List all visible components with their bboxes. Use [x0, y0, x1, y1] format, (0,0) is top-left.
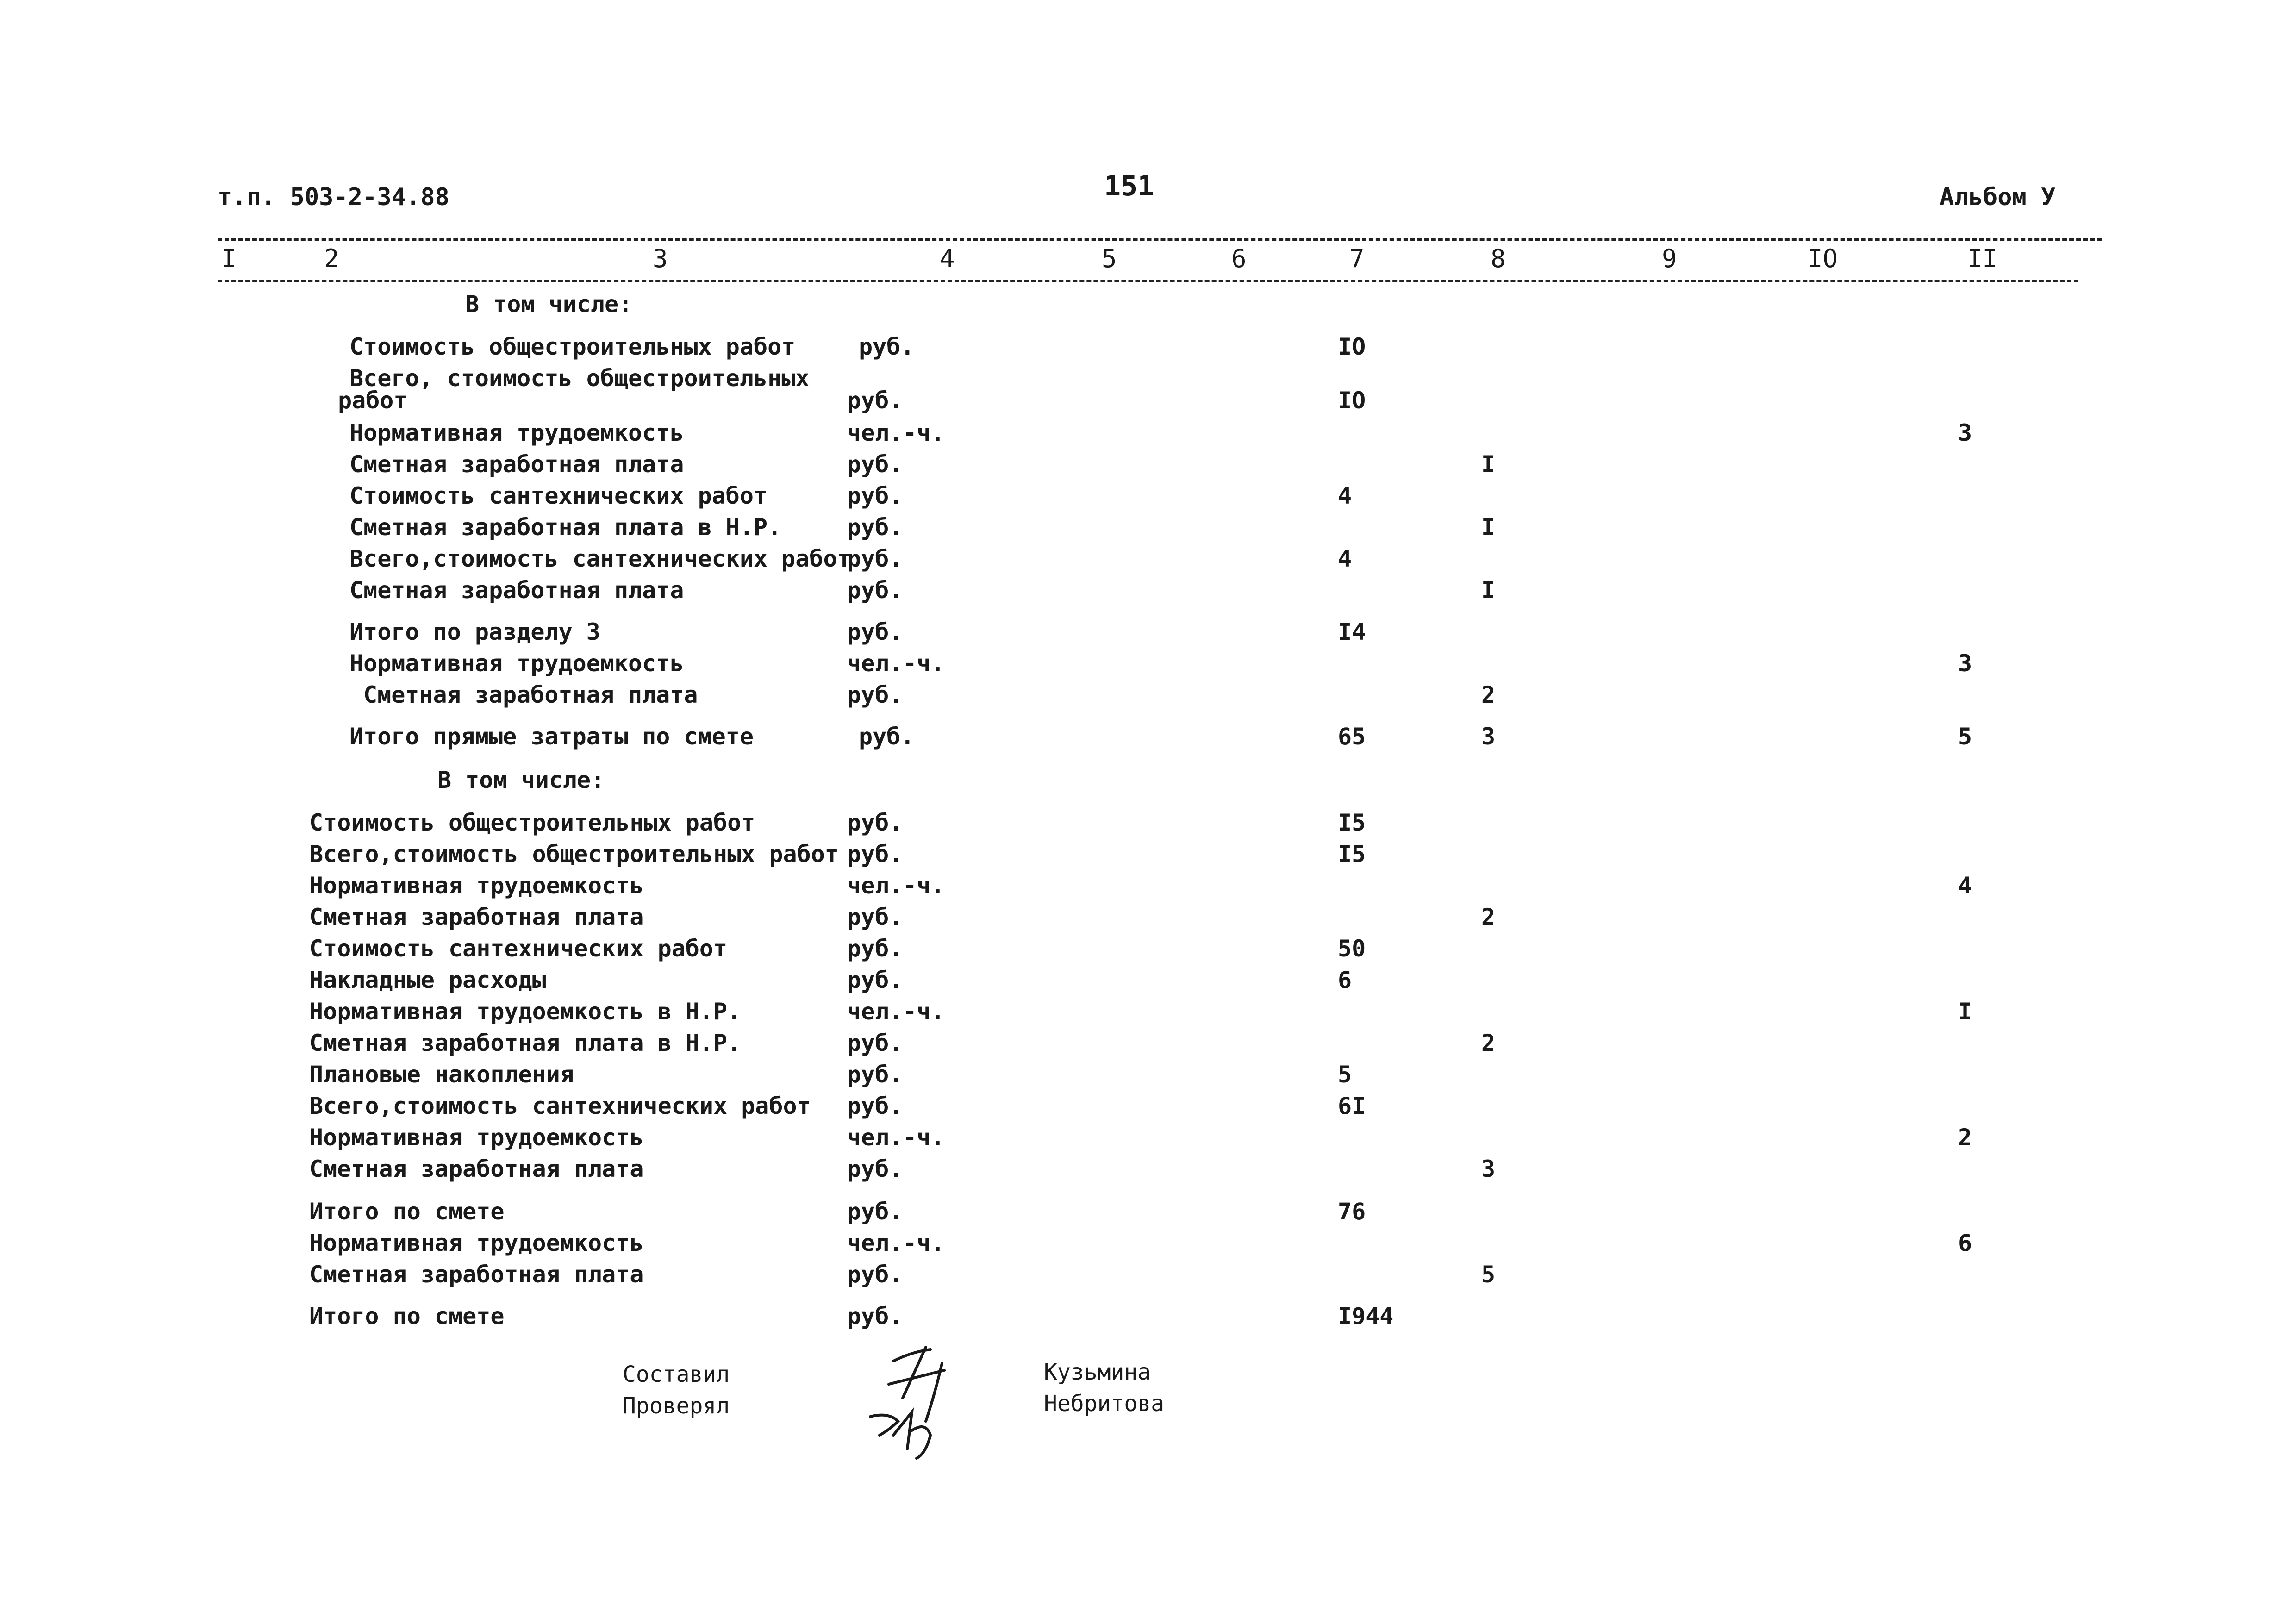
row-col7: 6	[1338, 967, 1352, 993]
column-number: 5	[1102, 244, 1117, 273]
row-name: Итого по разделу 3	[349, 618, 600, 645]
column-number: 7	[1349, 244, 1365, 273]
row-col8: I	[1481, 514, 1496, 541]
row-col8: 3	[1481, 1156, 1496, 1182]
row-name: Итого по смете	[309, 1198, 505, 1225]
compiled-by-name: Кузьмина	[1044, 1359, 1151, 1385]
table-row	[0, 453, 2296, 481]
row-unit: чел.-ч.	[847, 998, 945, 1025]
row-col7: IO	[1338, 333, 1366, 360]
row-unit: руб.	[847, 482, 903, 509]
row-unit: руб.	[859, 333, 915, 360]
column-number: 9	[1662, 244, 1677, 273]
row-unit: чел.-ч.	[847, 419, 945, 446]
row-unit: руб.	[847, 681, 903, 708]
row-col7: I944	[1338, 1303, 1394, 1330]
row-col11: 3	[1958, 419, 1972, 446]
row-unit: руб.	[847, 1061, 903, 1088]
row-name: Сметная заработная плата	[309, 904, 644, 931]
column-header-bottom-rule	[218, 280, 2078, 282]
row-unit: чел.-ч.	[847, 1230, 945, 1256]
table-row	[0, 1263, 2296, 1291]
table-row	[0, 683, 2296, 711]
row-col7: I5	[1338, 809, 1366, 836]
row-unit: руб.	[847, 1030, 903, 1056]
row-col11: 4	[1958, 872, 1972, 899]
row-name: Всего,стоимость сантехнических работ	[309, 1093, 811, 1119]
table-row	[0, 421, 2296, 449]
column-header-top-rule	[218, 238, 2102, 241]
table-row	[0, 367, 2296, 413]
row-unit: руб.	[847, 904, 903, 931]
checked-by-name: Небритова	[1044, 1391, 1165, 1417]
row-col7: 50	[1338, 935, 1366, 962]
row-name: Сметная заработная плата	[349, 451, 684, 478]
row-col11: 6	[1958, 1230, 1972, 1256]
row-col7: 5	[1338, 1061, 1352, 1088]
section-heading: В том числе:	[437, 767, 605, 793]
table-row	[0, 1231, 2296, 1259]
table-row	[0, 579, 2296, 606]
row-unit: руб.	[847, 1093, 903, 1119]
row-unit: руб.	[847, 935, 903, 962]
row-col7: 76	[1338, 1198, 1366, 1225]
table-row	[0, 335, 2296, 363]
column-number: 4	[940, 244, 955, 273]
row-col7: 6I	[1338, 1093, 1366, 1119]
row-name: Нормативная трудоемкость	[309, 1230, 644, 1256]
row-unit: чел.-ч.	[847, 872, 945, 899]
row-name: Нормативная трудоемкость в Н.Р.	[309, 998, 742, 1025]
table-row	[0, 811, 2296, 839]
row-name: Стоимость общестроительных работ	[349, 333, 796, 360]
table-row	[0, 906, 2296, 933]
row-name: Итого прямые затраты по смете	[349, 723, 754, 750]
table-row	[0, 1157, 2296, 1185]
row-col8: 2	[1481, 904, 1496, 931]
table-row	[0, 1094, 2296, 1122]
column-number: 8	[1491, 244, 1506, 273]
table-row	[0, 725, 2296, 753]
table-row	[0, 937, 2296, 965]
row-col11: 2	[1958, 1124, 1972, 1151]
compiled-by-label: Составил	[623, 1362, 730, 1387]
row-name: Сметная заработная плата	[309, 1156, 644, 1182]
row-col8: 5	[1481, 1261, 1496, 1288]
table-row	[0, 1126, 2296, 1154]
column-number: I	[221, 244, 237, 273]
row-name: Сметная заработная плата в Н.Р.	[349, 514, 782, 541]
table-row	[0, 1200, 2296, 1228]
column-number: IO	[1808, 244, 1838, 273]
album-label: Альбом У	[1940, 183, 2056, 211]
row-name: Сметная заработная плата	[349, 577, 684, 604]
row-name: Итого по смете	[309, 1303, 505, 1330]
row-col8: 2	[1481, 1030, 1496, 1056]
row-name: Плановые накопления	[309, 1061, 574, 1088]
row-name-line1: Всего, стоимость общестроительных	[349, 365, 810, 392]
handwritten-signature	[861, 1343, 981, 1468]
row-name: Стоимость общестроительных работ	[309, 809, 755, 836]
row-unit: руб.	[847, 545, 903, 572]
row-unit: руб.	[847, 967, 903, 993]
row-unit: руб.	[847, 1261, 903, 1288]
row-name: Стоимость сантехнических работ	[349, 482, 768, 509]
row-col7: 65	[1338, 723, 1366, 750]
row-name: Сметная заработная плата в Н.Р.	[309, 1030, 742, 1056]
row-col8: 3	[1481, 723, 1496, 750]
row-name: Накладные расходы	[309, 967, 546, 993]
row-col11: 3	[1958, 650, 1972, 677]
column-number: 6	[1231, 244, 1247, 273]
row-col11: I	[1958, 998, 1972, 1025]
table-row	[0, 620, 2296, 648]
row-col7: I4	[1338, 618, 1366, 645]
row-name-line2: работ	[338, 387, 408, 414]
row-col11: 5	[1958, 723, 1972, 750]
table-row	[0, 1305, 2296, 1332]
row-name: Нормативная трудоемкость	[309, 872, 644, 899]
row-name: Нормативная трудоемкость	[349, 419, 684, 446]
table-row	[0, 652, 2296, 680]
row-name: Сметная заработная плата	[309, 1261, 644, 1288]
column-number: 2	[324, 244, 339, 273]
row-unit: руб.	[847, 577, 903, 604]
row-unit: чел.-ч.	[847, 650, 945, 677]
row-unit: руб.	[847, 1156, 903, 1182]
row-col7: I5	[1338, 841, 1366, 868]
document-reference: т.п. 503-2-34.88	[218, 183, 449, 211]
row-unit: руб.	[847, 618, 903, 645]
row-col7: IO	[1338, 387, 1366, 414]
column-number: II	[1967, 244, 1998, 273]
row-unit: руб.	[847, 1303, 903, 1330]
table-row	[0, 1063, 2296, 1091]
row-col7: 4	[1338, 545, 1352, 572]
table-row	[0, 516, 2296, 543]
row-name: Сметная заработная плата	[363, 681, 698, 708]
row-name: Всего,стоимость сантехнических работ	[349, 545, 851, 572]
checked-by-label: Проверял	[623, 1393, 730, 1419]
row-unit: руб.	[847, 809, 903, 836]
section-heading: В том числе:	[465, 291, 633, 318]
row-unit: руб.	[847, 387, 903, 414]
table-row	[0, 547, 2296, 575]
column-number: 3	[653, 244, 668, 273]
row-name: Нормативная трудоемкость	[309, 1124, 644, 1151]
row-unit: руб.	[859, 723, 915, 750]
table-row	[0, 843, 2296, 870]
row-col8: I	[1481, 451, 1496, 478]
table-row	[0, 1031, 2296, 1059]
row-unit: руб.	[847, 841, 903, 868]
table-row	[0, 484, 2296, 512]
row-col8: 2	[1481, 681, 1496, 708]
table-row	[0, 1000, 2296, 1028]
row-name: Нормативная трудоемкость	[349, 650, 684, 677]
row-unit: руб.	[847, 514, 903, 541]
table-row	[0, 874, 2296, 902]
row-unit: руб.	[847, 451, 903, 478]
page-number: 151	[1104, 170, 1154, 202]
row-name: Всего,стоимость общестроительных работ	[309, 841, 839, 868]
row-unit: чел.-ч.	[847, 1124, 945, 1151]
row-col8: I	[1481, 577, 1496, 604]
row-unit: руб.	[847, 1198, 903, 1225]
table-row	[0, 968, 2296, 996]
row-col7: 4	[1338, 482, 1352, 509]
row-name: Стоимость сантехнических работ	[309, 935, 728, 962]
